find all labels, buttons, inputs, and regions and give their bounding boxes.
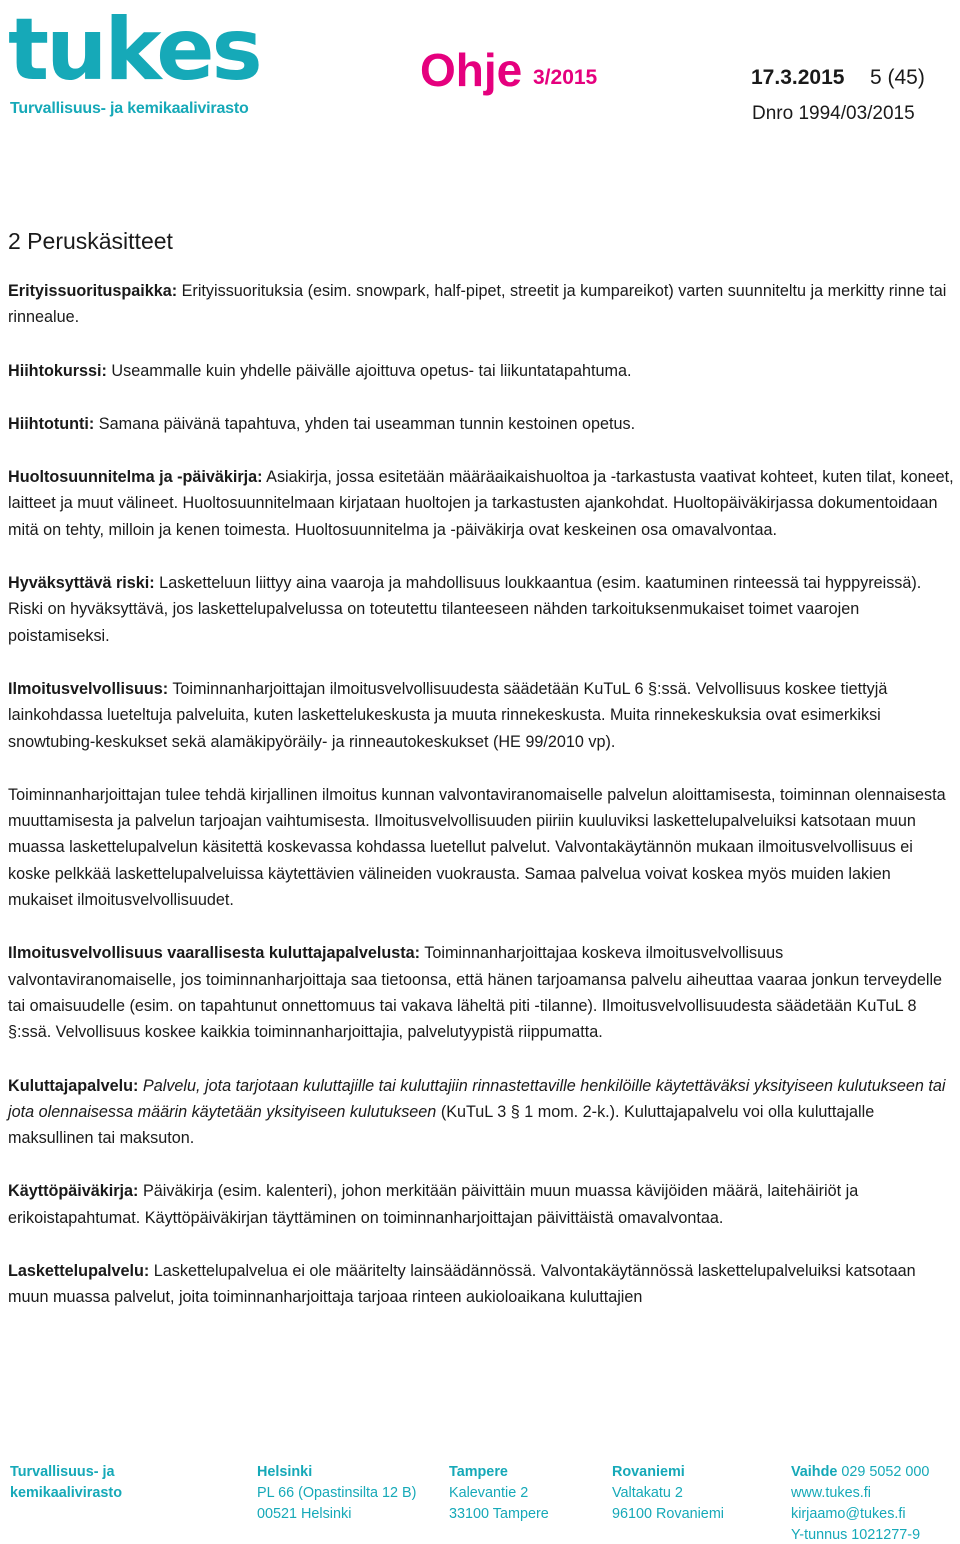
footer-helsinki xyxy=(257,1462,416,1525)
footer-switchboard-label: Vaihde xyxy=(791,1464,838,1480)
footer-tampere xyxy=(449,1462,549,1525)
definition-paragraph xyxy=(8,940,954,1045)
footer-postcode: 33100 Tampere xyxy=(449,1506,549,1522)
footer-agency-name-2: kemikaalivirasto xyxy=(10,1485,122,1501)
definition-term: Käyttöpäiväkirja: xyxy=(8,1182,139,1201)
definition-text: Toiminnanharjoittajan ilmoitusvelvollisuudesta säädetään KuTuL 6 §:ssä. Velvollisuus koskee tiettyjä lainkohdassa lueteltuja palveluita, kuten laskettelukeskusta ja muuta rinnekeskusta. Muita rinnekeskuksia ovat esimerkiksi snowtubing-keskukset sekä alamäkipyöräily- ja rinneautokeskukset (HE 99/2010 vp). xyxy=(8,679,888,751)
logo-subtitle: Turvallisuus- ja kemikaalivirasto xyxy=(10,100,249,117)
definition-quote: Palvelu, jota tarjotaan kuluttajille tai kuluttajiin rinnastettaville henkilöille käytettäväksi yksityiseen kulutukseen tai jota olennaisessa määrin käytetään yksityiseen kulutukseen xyxy=(8,1076,946,1121)
definition-term: Kuluttajapalvelu: xyxy=(8,1076,139,1095)
body-paragraph xyxy=(8,782,954,913)
definition-text: Asiakirja, jossa esitetään määräaikaishuoltoa ja -tarkastusta vaativat kohteet, kuten tilat, koneet, laitteet ja muut välineet. Huoltosuunnitelmaan kirjataan huoltojen ja tarkastusten ajankohdat. Huoltopäiväkirjassa dokumentoidaan mitä on tehty, milloin ja kenen toimesta. Huoltosuunnitelma ja -päiväkirja ovat keskeinen osa omavalvontaa. xyxy=(8,468,954,539)
footer-agency-name: Turvallisuus- ja xyxy=(10,1464,115,1480)
footer-contact xyxy=(791,1462,929,1544)
definition-paragraph xyxy=(8,1258,954,1311)
definition-term: Ilmoitusvelvollisuus vaarallisesta kuluttajapalvelusta: xyxy=(8,944,421,963)
definition-term: Hiihtokurssi: xyxy=(8,361,107,380)
footer-website[interactable]: www.tukes.fi xyxy=(791,1485,871,1501)
footer-postcode: 00521 Helsinki xyxy=(257,1506,352,1522)
definition-term: Hiihtotunti: xyxy=(8,414,95,433)
page-number: 5 (45) xyxy=(870,66,925,89)
definition-paragraph xyxy=(8,464,954,543)
definition-text: Laskettelupalvelua ei ole määritelty lainsäädännössä. Valvontakäytännössä laskettelupalveluiksi katsotaan muun muassa palvelut, joita toiminnanharjoittaja tarjoaa rinteen aukioloaikana kuluttajien xyxy=(8,1262,916,1307)
doc-date: 17.3.2015 xyxy=(751,66,845,89)
definition-paragraph xyxy=(8,570,954,649)
definition-text: (KuTuL 3 § 1 mom. 2-k.). Kuluttajapalvelu voi olla kuluttajalle maksullinen tai maksuton. xyxy=(8,1102,875,1148)
definition-text: Samana päivänä tapahtuva, yhden tai useamman tunnin kestoinen opetus. xyxy=(94,414,636,433)
footer-business-id: Y-tunnus 1021277-9 xyxy=(791,1527,921,1543)
definition-text: Päiväkirja (esim. kalenteri), johon merkitään päivittäin muun muassa kävijöiden määrä, laitehäiriöt ja erikoistapahtumat. Käyttöpäiväkirjan täyttäminen on toiminnanharjoittajan päivittäistä omavalvontaa. xyxy=(8,1182,859,1227)
footer-address: PL 66 (Opastinsilta 12 B) xyxy=(257,1485,417,1501)
paragraph-text: Toiminnanharjoittajan tulee tehdä kirjallinen ilmoitus kunnan valvontaviranomaiselle palvelun aloittamisesta, toiminnan olennaisesta muuttamisesta ja palvelun tarjoajan vaihtumisesta. Ilmoitusvelvollisuuden piiriin kuuluviksi laskettelupalveluiksi katsotaan muun muassa laskettelupalvelun käsitettä koskevassa kohdassa luetellut palvelut. Valvontakäytännön mukaan ilmoitusvelvollisuus ei koske pelkkää laskettelupalveluissa käytettävien välineiden vuokrausta. Samaa palvelua voivat koskea myös muiden lakien mukaiset ilmoitusvelvollisuudet. xyxy=(8,785,946,910)
footer-phone: 029 5052 000 xyxy=(837,1464,930,1480)
record-number: Dnro 1994/03/2015 xyxy=(752,103,915,124)
definition-term: Huoltosuunnitelma ja -päiväkirja: xyxy=(8,468,263,487)
document-body xyxy=(8,226,954,1338)
definition-text: Useammalle kuin yhdelle päivälle ajoittuva opetus- tai liikuntatapahtuma. xyxy=(106,361,632,380)
footer-rovaniemi xyxy=(612,1462,724,1525)
footer-address: Valtakatu 2 xyxy=(612,1485,683,1501)
definition-text: Lasketteluun liittyy aina vaaroja ja mahdollisuus loukkaantua (esim. kaatuminen rinteessä tai hyppyreissä). Riski on hyväksyttävä, jos laskettelupalvelussa on toteutettu tilanteeseen nähden tarkoituksenmukaiset toimet vaarojen poistamiseksi. xyxy=(8,574,922,645)
definition-term: Laskettelupalvelu: xyxy=(8,1262,150,1281)
definition-paragraph xyxy=(8,676,954,755)
tukes-logo xyxy=(8,2,258,124)
footer-postcode: 96100 Rovaniemi xyxy=(612,1506,724,1522)
doc-type: Ohje xyxy=(420,44,523,96)
footer-agency xyxy=(10,1462,122,1504)
definition-text: Erityissuorituksia (esim. snowpark, half-pipet, streetit ja kumpareikot) varten suunniteltu ja merkitty rinne tai rinnealue. xyxy=(8,282,947,327)
footer-city: Tampere xyxy=(449,1464,508,1480)
definition-term: Hyväksyttävä riski: xyxy=(8,574,155,593)
footer-email[interactable]: kirjaamo@tukes.fi xyxy=(791,1506,906,1522)
definition-paragraph xyxy=(8,278,954,331)
doc-number: 3/2015 xyxy=(533,66,598,89)
definition-term: Erityissuorituspaikka: xyxy=(8,282,178,300)
definition-paragraph xyxy=(8,1073,954,1152)
definition-paragraph xyxy=(8,1178,954,1231)
definition-text: Toiminnanharjoittajaa koskeva ilmoitusvelvollisuus valvontaviranomaiselle, jos toiminnanharjoittaja saa tietoonsa, että hänen tarjoamansa palvelu aiheuttaa vaaraa jonkun terveydelle tai omaisuudelle (esim. on tapahtunut onnettomuus tai vakava läheltä piti -tilanne). Ilmoitusvelvollisuudesta säädetään KuTuL 8 §:ssä. Velvollisuus koskee kaikkia toiminnanharjoittajia, palvelutyypistä riippumatta. xyxy=(8,944,943,1042)
definition-paragraph xyxy=(8,358,954,384)
definition-paragraph xyxy=(8,411,954,437)
page-footer xyxy=(0,1462,960,1544)
footer-switchboard xyxy=(791,1462,929,1483)
logo-wordmark: tukes xyxy=(8,0,260,100)
footer-city: Rovaniemi xyxy=(612,1464,685,1480)
footer-city: Helsinki xyxy=(257,1464,313,1480)
definition-term: Ilmoitusvelvollisuus: xyxy=(8,679,169,698)
footer-address: Kalevantie 2 xyxy=(449,1485,529,1501)
section-title: 2 Peruskäsitteet xyxy=(8,228,173,254)
